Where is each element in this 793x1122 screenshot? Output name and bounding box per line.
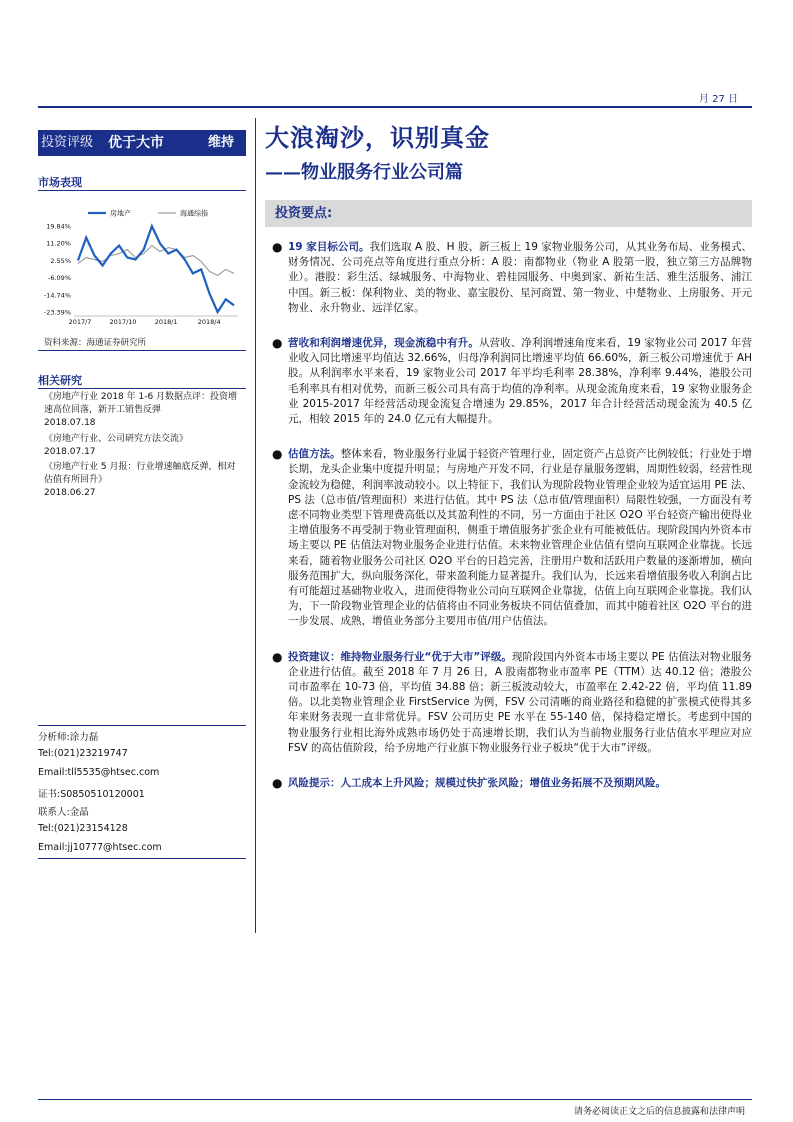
key-point (270, 650, 752, 756)
related-item[interactable] (44, 461, 244, 500)
market-rule (38, 190, 246, 191)
key-point-text: 从营收、净利润增速角度来看，19 家物业公司 2017 年营业收入同比增速平均值达 32.66%，归母净利润同比增速平均值 66.60%，新三板公司增速优于 AH 股。从利润率水平来看，19 家物业公司 2017 年平均毛利率 28.38%，净利率 9.44%，港股公司毛利率具有相对优势，而新三板公司具有高于均值的净利率。从现金流角度来看，19 家物业服务企业 2015-2017 年经营活动现金流复合增速为 29.85%，2017 年合计经营活动现金流为 40.5 亿元，相较 2015 年的 24.0 亿元有大幅提升。 (288, 337, 752, 426)
contact-tel: Tel:(021)23154128 (38, 823, 128, 834)
related-rule (38, 388, 246, 389)
related-item-title: 《房地产行业、公司研究方法交流》 (44, 434, 189, 444)
bottom-rule (38, 1099, 752, 1100)
x-tick-label: 2017/7 (68, 318, 92, 326)
column-divider (255, 118, 256, 933)
key-point-text: 整体来看，物业服务行业属于轻资产管理行业，固定资产占总资产比例较低；行业处于增长期，龙头企业集中度提升明显；与房地产开发不同，行业是存量服务逻辑，周期性较弱，经营性现金流较为稳健，利润率波动较小。以上特征下，我们认为现阶段物业管理企业较为适宜运用 PE 法、PS 法（总市值/管理面积）来进行估值。其中 PS 法（总市值/管理面积）局限性较强，一方面没有考虑不同物业类型下管理费高低以及其盈利性的不同，另一方面由于社区 O2O 平台轻资产输出使得业主增值服务不再受制于物业管理面积，侧重于增值服务扩张企业有可能被低估。现阶段国内外资本市场主要以 PE 估值法对物业服务企业进行估值。未来物业管理企业估值有望向互联网企业靠拢。长远来看，随着物业服务公司社区 O2O 平台的日趋完善，注册用户数和活跃用户数量的逐渐增加，横向服务范围扩大，纵向服务深化，带来盈利能力显著提升。我们认为，长远来看增值服务收入利润占比有可能超过基础物业收入，进而使得物业公司向互联网企业靠拢，估值上向互联网企业靠拢。我们认为，下一阶段物业管理企业的估值将由不同业务板块不同估值叠加，而其中随着社区 O2O 平台的进一步发展、成熟，增值业务部分主要用市值/用户估值法。 (288, 448, 753, 628)
contact-name: 联系人:金晶 (38, 807, 89, 818)
market-chart (38, 198, 246, 330)
y-tick-label: 11.20% (46, 239, 71, 248)
key-point-text: 现阶段国内外资本市场主要以 PE 估值法对物业服务企业进行估值。截至 2018 年 7 月 26 日，A 股南都物业市盈率 PE（TTM）达 40.12 倍；港股公司市盈率在 10-73 倍，平均值 34.88 倍；新三板波动较大，市盈率在 2.42-22 倍，平均值 11.89 倍。以北美物业管理企业 FirstService 为例，FSV 公司清晰的商业路径和稳健的扩张模式使得其多年来财务表现一直非常优异。FSV 公司历史 PE 水平在 55-140 倍，保持稳定增长。考虑到中国的物业服务行业相比海外成熟市场仍处于高速增长期，我们认为当前物业服务行业估值水平理应对应 FSV 的高估值阶段，给予房地产行业旗下物业服务行业子板块“优于大市”评级。 (288, 650, 752, 754)
source-rule (38, 350, 246, 351)
key-point-text: 我们选取 A 股、H 股、新三板上 19 家物业服务公司，从其业务布局、业务模式、财务情况、公司亮点等角度进行重点分析：A 股：南都物业（物业 A 股第一股，独立第三方品牌物业）。港股：彩生活、绿城服务、中海物业、碧桂园服务、中奥到家、新祐生活、雅生活服务、浦江中国。新三板：保利物业、美的物业、嘉宝股份、星河商置、第一物业、中楚物业、上房服务、开元物业、永升物业、远洋亿家。 (288, 241, 752, 314)
key-point-lead: 投资建议：维持物业服务行业“优于大市”评级。 (288, 650, 512, 663)
key-point-lead: 风险提示：人工成本上升风险；规模过快扩张风险；增值业务拓展不及预期风险。 (288, 777, 666, 790)
legend-label: 海通综指 (180, 209, 208, 218)
related-title: 相关研究 (38, 374, 82, 387)
key-point-lead: 估值方法。 (288, 448, 341, 461)
rating-action: 维持 (208, 135, 235, 150)
related-item-date: 2018.06.27 (44, 488, 96, 498)
bullet-dot-icon: ● (272, 240, 283, 254)
footer-disclaimer: 请务必阅读正文之后的信息披露和法律声明 (573, 1107, 745, 1117)
main-title: 大浪淘沙，识别真金 (265, 123, 490, 152)
x-tick-label: 2018/1 (154, 318, 178, 326)
invest-header: 投资要点: (275, 206, 333, 221)
bullet-dot-icon: ● (272, 649, 283, 664)
related-item[interactable] (44, 433, 244, 459)
rating-box (38, 130, 246, 156)
bullet-dot-icon: ● (272, 447, 283, 462)
contact-rule (38, 858, 246, 859)
key-point-lead: 营收和利润增速优异，现金流稳中有升。 (288, 337, 479, 350)
invest-header-bar (265, 200, 752, 227)
related-item-date: 2018.07.18 (44, 418, 96, 428)
related-item-title: 《房地产行业 2018 年 1-6 月数据点评：投资增速高位回落，新开工销售反弹 (44, 392, 238, 415)
analyst-cert: 证书:S0850510120001 (38, 789, 145, 800)
bullet-dot-icon: ● (272, 336, 283, 351)
key-point (270, 776, 752, 791)
series-line-composite-index (78, 246, 234, 276)
chart-series (78, 226, 234, 312)
x-tick-label: 2018/4 (197, 318, 221, 326)
market-title: 市场表现 (38, 176, 82, 189)
analyst-rule (38, 725, 246, 726)
key-point (270, 447, 752, 629)
analyst-tel: Tel:(021)23219747 (38, 748, 128, 759)
chart-legend (88, 209, 208, 218)
chart-source: 资料来源：海通证券研究所 (44, 338, 147, 348)
related-item-date: 2018.07.17 (44, 447, 96, 457)
top-rule (38, 106, 752, 108)
report-date: 月 27 日 (698, 94, 738, 105)
y-tick-label: -23.39% (43, 308, 71, 317)
analyst-name: 分析师:涂力磊 (38, 732, 99, 743)
y-tick-label: -6.09% (48, 274, 71, 283)
key-point (270, 336, 752, 427)
rating-label: 投资评级 (41, 135, 94, 150)
y-tick-label: -14.74% (43, 291, 71, 300)
series-line-real-estate (78, 226, 234, 312)
legend-label: 房地产 (110, 209, 131, 218)
related-item-title: 《房地产行业 5 月报：行业增速触底反弹，相对估值有所回升》 (44, 462, 236, 485)
y-tick-label: 19.84% (46, 222, 71, 231)
analyst-email[interactable]: Email:tll5535@htsec.com (38, 767, 160, 778)
sub-title: ——物业服务行业公司篇 (265, 162, 463, 183)
bullet-dot-icon: ● (272, 776, 283, 791)
rating-value: 优于大市 (108, 135, 164, 151)
y-tick-label: 2.55% (50, 256, 71, 265)
contact-email[interactable]: Email:jj10777@htsec.com (38, 842, 162, 853)
chart-axes (44, 223, 238, 327)
x-tick-label: 2017/10 (109, 318, 137, 326)
related-item[interactable] (44, 391, 244, 430)
key-point (270, 240, 752, 316)
key-points (270, 240, 752, 791)
key-point-lead: 19 家目标公司。 (288, 241, 370, 253)
